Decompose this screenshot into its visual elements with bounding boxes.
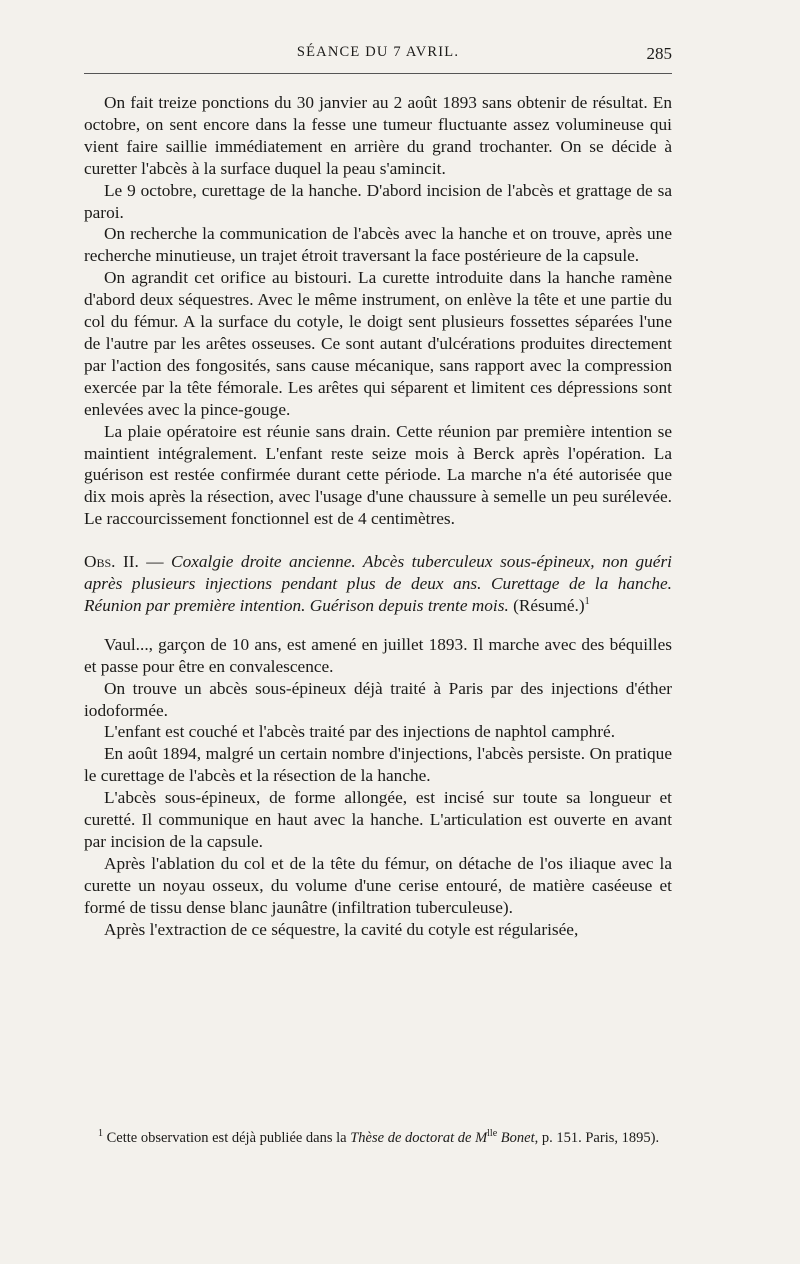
page-number: 285 <box>646 44 672 63</box>
paragraph: Vaul..., garçon de 10 ans, est amené en juillet 1893. Il marche avec des béquilles et passe pour être en convalescence. <box>84 634 672 676</box>
footnote-text-after: , p. 151. Paris, 1895). <box>534 1130 660 1146</box>
paragraph: En août 1894, malgré un certain nombre d'injections, l'abcès persiste. On pratique le curettage de l'abcès et la résection de la hanche. <box>84 744 672 786</box>
body-text <box>84 92 672 941</box>
observation-dash: — <box>138 552 172 572</box>
observation-resume: (Résumé.) <box>508 595 585 615</box>
paragraph: On agrandit cet orifice au bistouri. La curette introduite dans la hanche ramène d'abord deux séquestres. Avec le même instrument, on enlève la tête et une partie du col du fémur. A la surface du cotyle, le doigt sent plusieurs fossettes séparées l'une de l'autre par les arêtes osseuses. Ce sont autant d'ulcérations produites directement par l'action des fongosités, sans cause mécanique, sans rapport avec la compression exercée par la tête fémorale. Les arêtes qui séparent et limitent ces dépressions sont enlevées avec la pince-gouge. <box>84 268 672 419</box>
running-header <box>84 44 672 70</box>
footnote-text-before: Cette observation est déjà publiée dans la <box>103 1130 351 1146</box>
paragraph: La plaie opératoire est réunie sans drain. Cette réunion par première intention se maintient intégralement. L'enfant reste seize mois à Berck après l'opération. La guérison est restée confirmée durant cette période. La marche n'a été autorisée que dix mois après la résection, avec l'usage d'une chaussure à semelle un peu surélevée. Le raccourcissement fonctionnel est de 4 centimètres. <box>84 421 672 529</box>
paragraph: Le 9 octobre, curettage de la hanche. D'abord incision de l'abcès et grattage de sa paroi. <box>84 180 672 222</box>
footnote-italic: Thèse de doctorat de M <box>350 1130 488 1146</box>
observation-label: Obs. II. <box>84 552 139 572</box>
footnote-reference: 1 <box>584 596 590 608</box>
observation-heading <box>84 551 672 617</box>
footnote-superscript: lle <box>487 1128 498 1140</box>
footnote <box>84 1128 672 1149</box>
paragraph: L'enfant est couché et l'abcès traité par des injections de naphtol camphré. <box>104 722 616 742</box>
footnote-text <box>84 1128 672 1149</box>
paragraph: On trouve un abcès sous-épineux déjà traité à Paris par des injections d'éther iodoformée. <box>84 678 672 720</box>
paragraph: Après l'extraction de ce séquestre, la cavité du cotyle est régularisée, <box>104 919 579 939</box>
header-rule <box>84 73 672 74</box>
paragraph: Après l'ablation du col et de la tête du fémur, on détache de l'os iliaque avec la curette un noyau osseux, du volume d'une cerise entouré, de matière caséeuse et formé de tissu dense blanc jaunâtre (infiltration tuberculeuse). <box>84 853 672 917</box>
paragraph: L'abcès sous-épineux, de forme allongée, est incisé sur toute sa longueur et curetté. Il communique en haut avec la hanche. L'articulation est ouverte en avant par incision de la capsule. <box>84 788 672 851</box>
observation-title: Coxalgie droite ancienne. Abcès tuberculeux sous-épineux, non guéri après plusieurs injections pendant plus de deux ans. Curettage de la hanche. Réunion par première intention. Guérison depuis trente mois. <box>84 552 672 615</box>
header-title: SÉANCE DU 7 AVRIL. <box>296 44 460 60</box>
footnote-marker: 1 <box>98 1128 103 1140</box>
paragraph: On fait treize ponctions du 30 janvier au 2 août 1893 sans obtenir de résultat. En octobre, on sent encore dans la fesse une tumeur fluctuante assez volumineuse qui vient faire saillie immédiatement en arrière du grand trochanter. On se décide à curetter l'abcès à la surface duquel la peau s'amincit. <box>84 93 672 178</box>
footnote-italic-after: Bonet <box>497 1130 535 1146</box>
paragraph: On recherche la communication de l'abcès avec la hanche et on trouve, après une recherche minutieuse, un trajet étroit traversant la face postérieure de la capsule. <box>84 224 672 266</box>
